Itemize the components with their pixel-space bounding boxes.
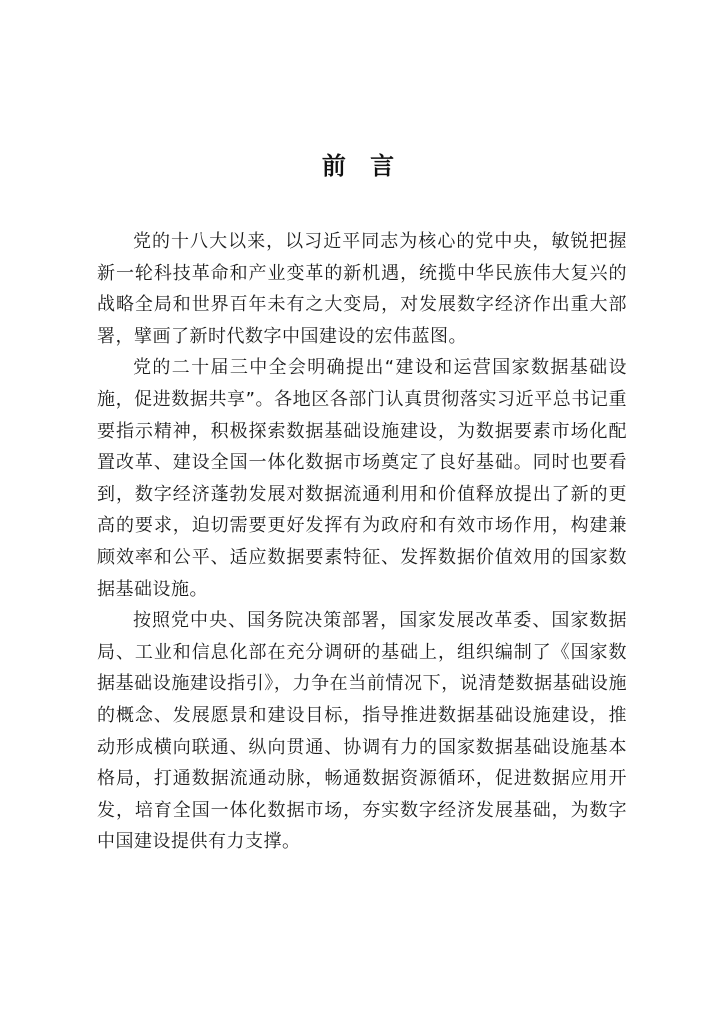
document-body (97, 226, 627, 858)
paragraph-1: 党的十八大以来，以习近平同志为核心的党中央，敏锐把握新一轮科技革命和产业变革的新机遇，统揽中华民族伟大复兴的战略全局和世界百年未有之大变局，对发展数字经济作出重大部署，擘画了新时代数字中国建设的宏伟蓝图。 (97, 231, 627, 347)
paragraph-3: 按照党中央、国务院决策部署，国家发展改革委、国家数据局、工业和信息化部在充分调研的基础上，组织编制了《国家数据基础设施建设指引》，力争在当前情况下，说清楚数据基础设施的概念、发展愿景和建设目标，指导推进数据基础设施建设，推动形成横向联通、纵向贯通、协调有力的国家数据基础设施基本格局，打通数据流通动脉，畅通数据资源循环，促进数据应用开发，培育全国一体化数据市场，夯实数字经济发展基础，为数字中国建设提供有力支撑。 (97, 610, 627, 853)
page-title: 前 言 (321, 151, 403, 180)
paragraph-2: 党的二十届三中全会明确提出“建设和运营国家数据基础设施，促进数据共享”。各地区各部门认真贯彻落实习近平总书记重要指示精神，积极探索数据基础设施建设，为数据要素市场化配置改革、建设全国一体化数据市场奠定了良好基础。同时也要看到，数字经济蓬勃发展对数据流通利用和价值释放提出了新的更高的要求，迫切需要更好发挥有为政府和有效市场作用，构建兼顾效率和公平、适应数据要素特征、发挥数据价值效用的国家数据基础设施。 (97, 357, 627, 600)
